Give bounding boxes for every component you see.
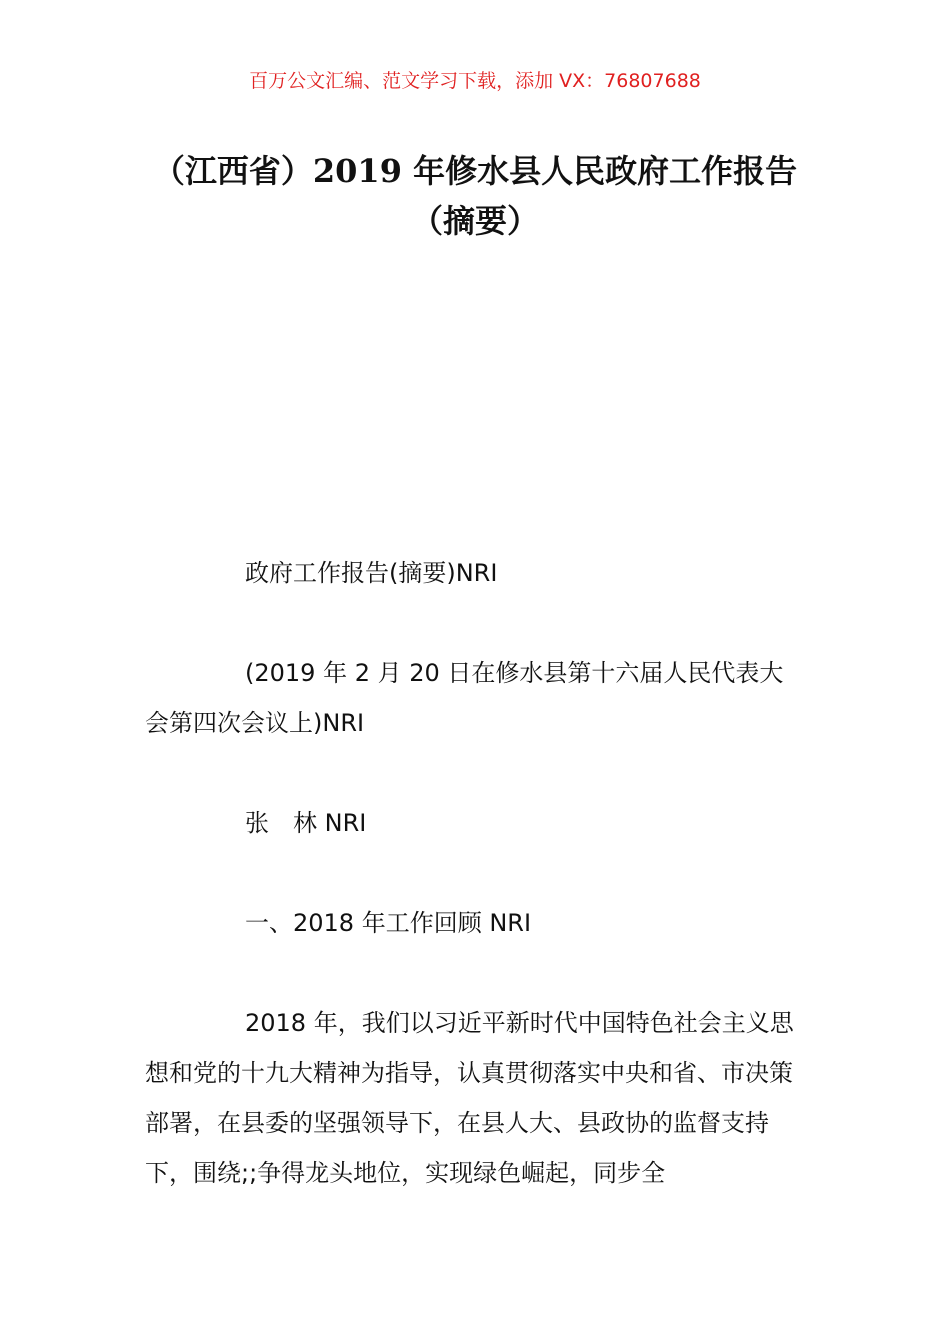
body-text: 2018 年，我们以习近平新时代中国特色社会主义思想和党的十九大精神为指导，认真贯彻落实中央和省、市决策部署，在县委的坚强领导下，在县人大、县政协的监督支持下，围绕;;争得龙头地位，实现绿色崛起，同步全 — [145, 1009, 794, 1187]
document-title: （江西省）2019 年修水县人民政府工作报告（摘要） — [152, 152, 798, 240]
section-heading-text: 一、2018 年工作回顾 NRI — [245, 909, 532, 937]
report-title-text: 政府工作报告(摘要)NRI — [245, 559, 498, 587]
paragraph-body — [145, 998, 807, 1198]
date-line-text: (2019 年 2 月 20 日在修水县第十六届人民代表大会第四次会议上)NRI — [145, 659, 784, 737]
paragraph-date-line — [145, 648, 807, 748]
paragraph-author — [145, 798, 807, 848]
author-text: 张 林 NRI — [245, 809, 367, 837]
header-banner: 百万公文汇编、范文学习下载，添加 VX：76807688 — [249, 70, 701, 92]
paragraph-report-title — [145, 548, 807, 598]
paragraph-section-heading — [145, 898, 807, 948]
